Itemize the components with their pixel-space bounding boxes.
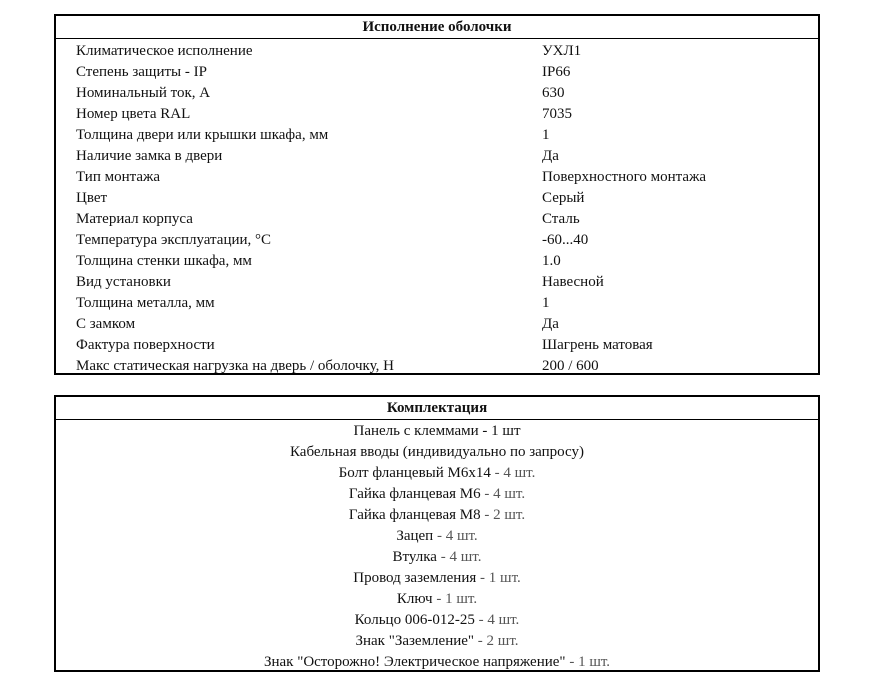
kit-item-name: Болт фланцевый М6х14 <box>338 465 491 481</box>
kit-item-separator: - <box>474 612 488 628</box>
spec-row <box>56 314 818 335</box>
spec-row <box>56 209 818 230</box>
spec-label: Температура эксплуатации, °С <box>76 232 272 248</box>
kit-item-separator: - <box>433 528 446 544</box>
kit-item-separator: - <box>565 654 579 670</box>
kit-item-qty: 1 шт. <box>445 591 478 607</box>
spec-value: Серый <box>542 190 585 206</box>
kit-item-qty: 2 шт. <box>493 507 526 523</box>
kit-title: Комплектация <box>56 397 818 420</box>
kit-item-name: Знак "Осторожно! Электрическое напряжение" <box>263 654 566 670</box>
spec-value: 1 <box>542 295 550 311</box>
kit-item-separator: - <box>490 465 504 481</box>
kit-item-separator: - <box>474 633 487 649</box>
kit-item <box>56 652 818 673</box>
spec-value: 7035 <box>542 106 572 122</box>
kit-item <box>56 568 818 589</box>
kit-item-name: Гайка фланцевая М8 <box>348 507 481 523</box>
spec-row <box>56 62 818 83</box>
spec-row <box>56 356 818 377</box>
spec-label: Материал корпуса <box>76 211 193 227</box>
spec-row <box>56 230 818 251</box>
kit-item-qty: 4 шт. <box>445 528 478 544</box>
kit-item <box>56 631 818 652</box>
kit-item-name: Кольцо 006-012-25 <box>354 612 475 628</box>
shell-spec-table <box>54 14 820 375</box>
spec-row <box>56 125 818 146</box>
spec-value: 1.0 <box>542 253 561 269</box>
kit-item <box>56 421 818 442</box>
spec-row <box>56 167 818 188</box>
kit-item <box>56 463 818 484</box>
kit-item-name: Ключ <box>396 591 433 607</box>
kit-item-qty: 1 шт. <box>578 654 611 670</box>
kit-item-separator: - <box>432 591 446 607</box>
kit-item-name: Гайка фланцевая М6 <box>348 486 481 502</box>
kit-item <box>56 589 818 610</box>
spec-label: Наличие замка в двери <box>76 148 223 164</box>
spec-label: Фактура поверхности <box>76 337 215 353</box>
kit-item-qty: 1 шт. <box>488 570 521 586</box>
spec-row <box>56 272 818 293</box>
spec-row <box>56 188 818 209</box>
spec-label: Толщина двери или крышки шкафа, мм <box>76 127 329 143</box>
spec-value: Навесной <box>542 274 604 290</box>
kit-item <box>56 526 818 547</box>
spec-label: Номер цвета RAL <box>76 106 191 122</box>
kit-item-separator: - <box>480 486 494 502</box>
spec-row <box>56 83 818 104</box>
spec-value: Да <box>542 148 559 164</box>
spec-label: Вид установки <box>76 274 171 290</box>
shell-spec-rows <box>56 39 818 377</box>
kit-item <box>56 505 818 526</box>
spec-row <box>56 41 818 62</box>
kit-list <box>56 420 818 673</box>
kit-item-qty: 4 шт. <box>487 612 520 628</box>
spec-row <box>56 146 818 167</box>
spec-label: Макс статическая нагрузка на дверь / оболочку, Н <box>76 358 394 374</box>
spec-value: Сталь <box>542 211 580 227</box>
kit-item-separator: - <box>476 570 489 586</box>
kit-item-name: Провод заземления <box>353 570 477 586</box>
kit-item <box>56 484 818 505</box>
spec-label: Толщина металла, мм <box>76 295 215 311</box>
kit-item-qty: 2 шт. <box>486 633 519 649</box>
spec-label: Степень защиты - IP <box>76 64 207 80</box>
spec-row <box>56 104 818 125</box>
spec-value: УХЛ1 <box>542 43 582 59</box>
kit-item-name: Знак "Заземление" <box>355 633 475 649</box>
kit-item-qty: 4 шт. <box>493 486 526 502</box>
spec-value: 200 / 600 <box>542 358 599 374</box>
kit-item-name: Зацеп <box>396 528 434 544</box>
kit-table <box>54 395 820 672</box>
spec-row <box>56 293 818 314</box>
spec-label: Цвет <box>76 190 108 206</box>
kit-item <box>56 610 818 631</box>
spec-label: Номинальный ток, А <box>76 85 211 101</box>
spec-value: Да <box>542 316 559 332</box>
kit-item-separator: - <box>436 549 450 565</box>
kit-item-qty: 1 шт <box>491 423 521 439</box>
spec-value: -60...40 <box>542 232 589 248</box>
spec-label: Тип монтажа <box>76 169 161 185</box>
kit-item-name: Кабельная вводы (индивидуально по запросу) <box>290 444 584 460</box>
kit-item-qty: 4 шт. <box>449 549 482 565</box>
kit-item-separator: - <box>480 507 494 523</box>
spec-row <box>56 251 818 272</box>
spec-value: Поверхностного монтажа <box>542 169 707 185</box>
kit-item-separator: - <box>478 423 492 439</box>
spec-value: IP66 <box>542 64 571 80</box>
shell-spec-title: Исполнение оболочки <box>56 16 818 39</box>
spec-row <box>56 335 818 356</box>
spec-value: Шагрень матовая <box>542 337 653 353</box>
kit-item-name: Втулка <box>392 549 437 565</box>
spec-value: 630 <box>542 85 565 101</box>
spec-label: С замком <box>76 316 136 332</box>
spec-label: Климатическое исполнение <box>76 43 253 59</box>
spec-label: Толщина стенки шкафа, мм <box>76 253 252 269</box>
kit-item <box>56 442 818 463</box>
kit-item-qty: 4 шт. <box>503 465 536 481</box>
spec-value: 1 <box>542 127 550 143</box>
kit-item <box>56 547 818 568</box>
kit-item-name: Панель с клеммами <box>353 423 479 439</box>
